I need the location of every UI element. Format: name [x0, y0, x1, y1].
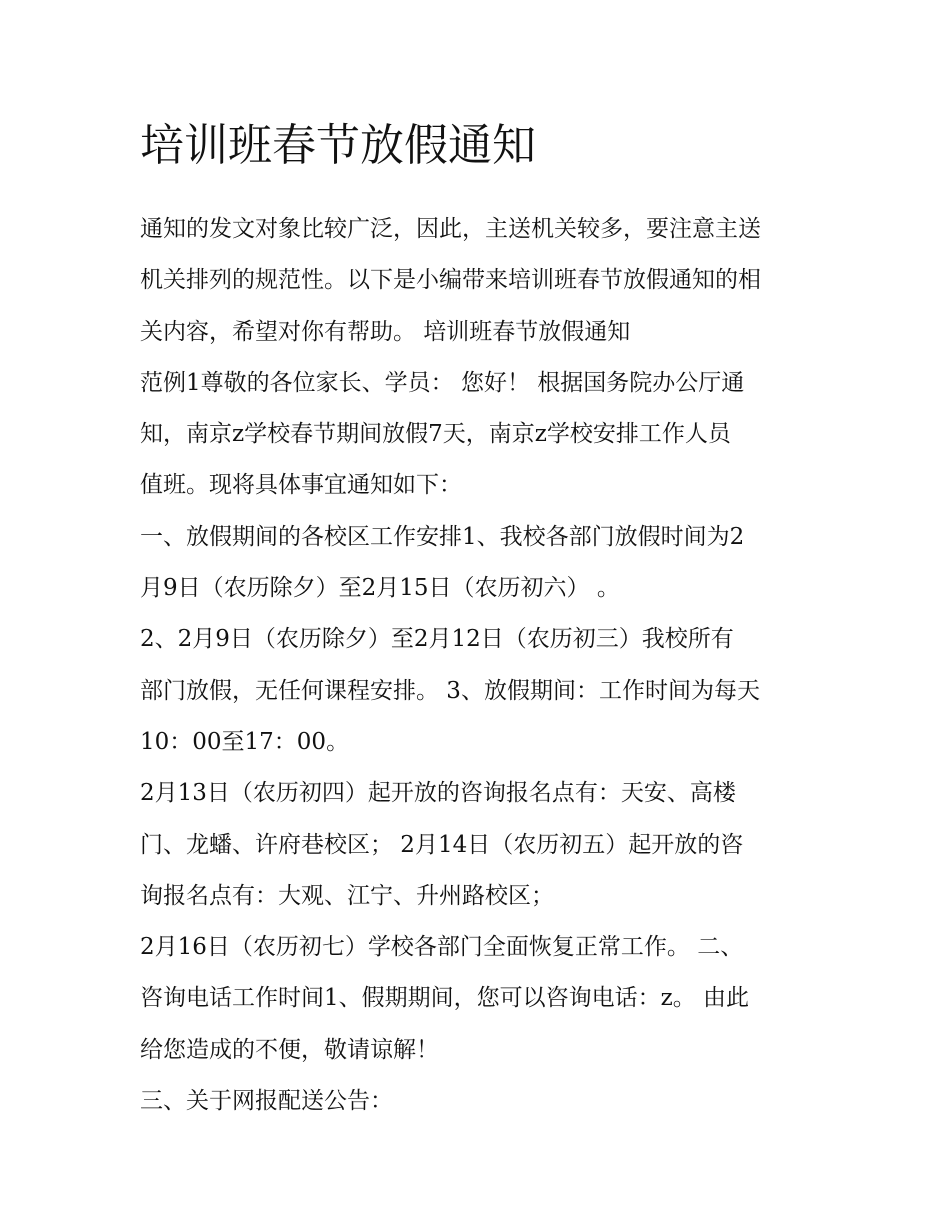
body-line: 门、龙蟠、许府巷校区； 2月14日（农历初五）起开放的咨 [140, 831, 744, 858]
body-line: 2月16日（农历初七）学校各部门全面恢复正常工作。 二、 [140, 934, 744, 961]
document-body [140, 204, 820, 1127]
body-line: 一、放假期间的各校区工作安排1、我校各部门放假时间为2 [140, 523, 745, 550]
document-page [140, 110, 820, 1127]
body-line: 2、2月9日（农历除夕）至2月12日（农历初三）我校所有 [140, 626, 734, 653]
body-line: 值班。现将具体事宜通知如下： [140, 472, 462, 499]
body-line: 询报名点有：大观、江宁、升州路校区； [140, 882, 554, 909]
body-line: 部门放假，无任何课程安排。 3、放假期间：工作时间为每天 [140, 677, 760, 704]
body-line: 机关排列的规范性。以下是小编带来培训班春节放假通知的相 [140, 267, 761, 294]
body-line: 月9日（农历除夕）至2月15日（农历初六） 。 [140, 575, 620, 602]
body-line: 关内容，希望对你有帮助。 培训班春节放假通知 [140, 318, 631, 345]
body-line: 咨询电话工作时间1、假期期间，您可以咨询电话：z。 由此 [140, 985, 750, 1012]
body-line: 通知的发文对象比较广泛，因此，主送机关较多，要注意主送 [140, 216, 761, 242]
body-line: 知，南京z学校春节期间放假7天，南京z学校安排工作人员 [140, 421, 731, 448]
document-title: 培训班春节放假通知 [140, 120, 536, 171]
body-line: 范例1尊敬的各位家长、学员： 您好！ 根据国务院办公厅通 [140, 369, 745, 396]
body-line: 给您造成的不便，敬请谅解！ [140, 1036, 439, 1063]
body-line: 10：00至17：00。 [140, 728, 350, 755]
body-line: 三、关于网报配送公告： [140, 1088, 393, 1115]
body-line: 2月13日（农历初四）起开放的咨询报名点有：天安、高楼 [140, 780, 736, 807]
